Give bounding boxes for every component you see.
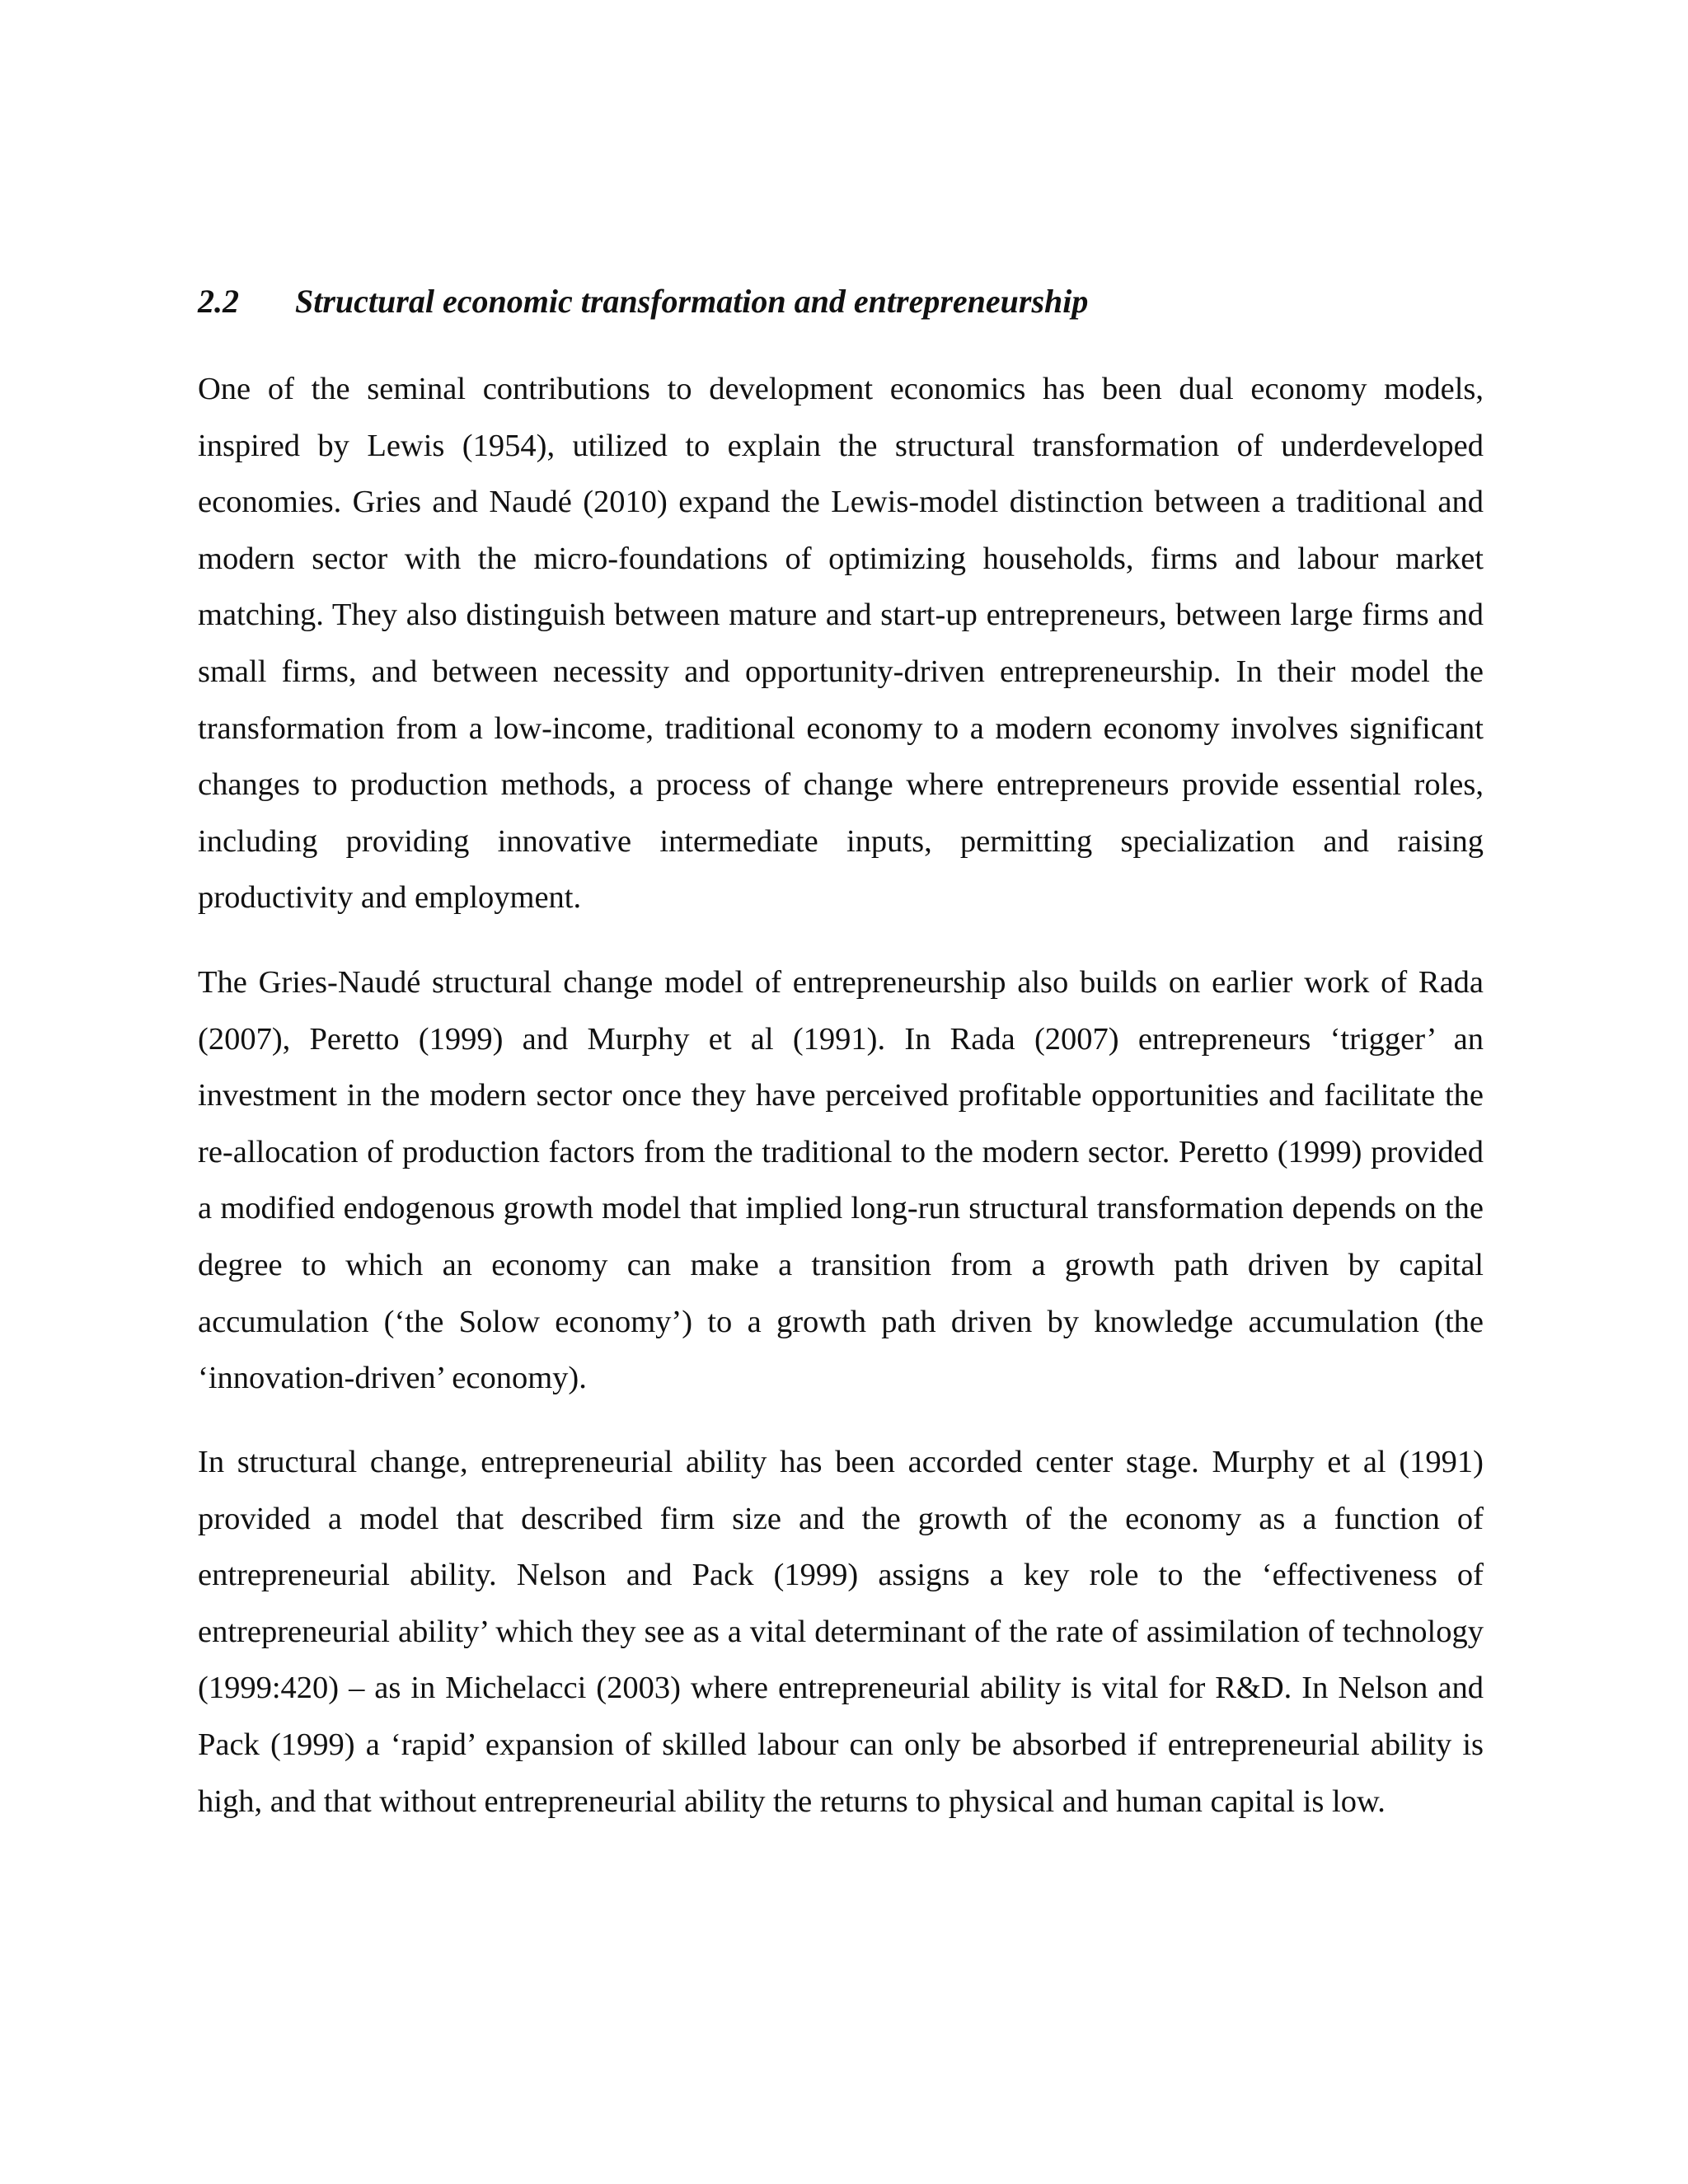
paragraph-gries-naude-model: The Gries-Naudé structural change model of entrepreneurship also builds on earlier work of Rada (2007), Peretto (1999) and Murphy et al (1991). In Rada (2007) entrepreneurs ‘trigger’ an investment in the modern sector once they have perceived profitable opportunities and facilitate the re-allocation of production factors from the traditional to the modern sector. Peretto (1999) provided a modified endogenous growth model that implied long-run structural transformation depends on the degree to which an economy can make a transition from a growth path driven by capital accumulation (‘the Solow economy’) to a growth path driven by knowledge accumulation (the ‘innovation-driven’ economy).	[198, 965, 1484, 1396]
section-title: Structural economic transformation and entrepreneurship	[295, 283, 1089, 320]
paragraph-dual-economy: One of the seminal contributions to development economics has been dual economy models, inspired by Lewis (1954), utilized to explain the structural transformation of underdeveloped economies. Gries and Naudé (2010) expand the Lewis-model distinction between a traditional and modern sector with the micro-foundations of optimizing households, firms and labour market matching. They also distinguish between mature and start-up entrepreneurs, between large firms and small firms, and between necessity and opportunity-driven entrepreneurship. In their model the transformation from a low-income, traditional economy to a modern economy involves significant changes to production methods, a process of change where entrepreneurs provide essential roles, including providing innovative intermediate inputs, permitting specialization and raising productivity and employment.	[198, 372, 1484, 916]
paragraph-entrepreneurial-ability: In structural change, entrepreneurial ability has been accorded center stage. Murphy et al (1991) provided a model that described firm size and the growth of the economy as a function of entrepreneurial ability. Nelson and Pack (1999) assigns a key role to the ‘effectiveness of entrepreneurial ability’ which they see as a vital determinant of the rate of assimilation of technology (1999:420) – as in Michelacci (2003) where entrepreneurial ability is vital for R&D. In Nelson and Pack (1999) a ‘rapid’ expansion of skilled labour can only be absorbed if entrepreneurial ability is high, and that without entrepreneurial ability the returns to physical and human capital is low.	[198, 1445, 1484, 1819]
section-number: 2.2	[198, 283, 239, 320]
section-heading	[198, 279, 1484, 325]
